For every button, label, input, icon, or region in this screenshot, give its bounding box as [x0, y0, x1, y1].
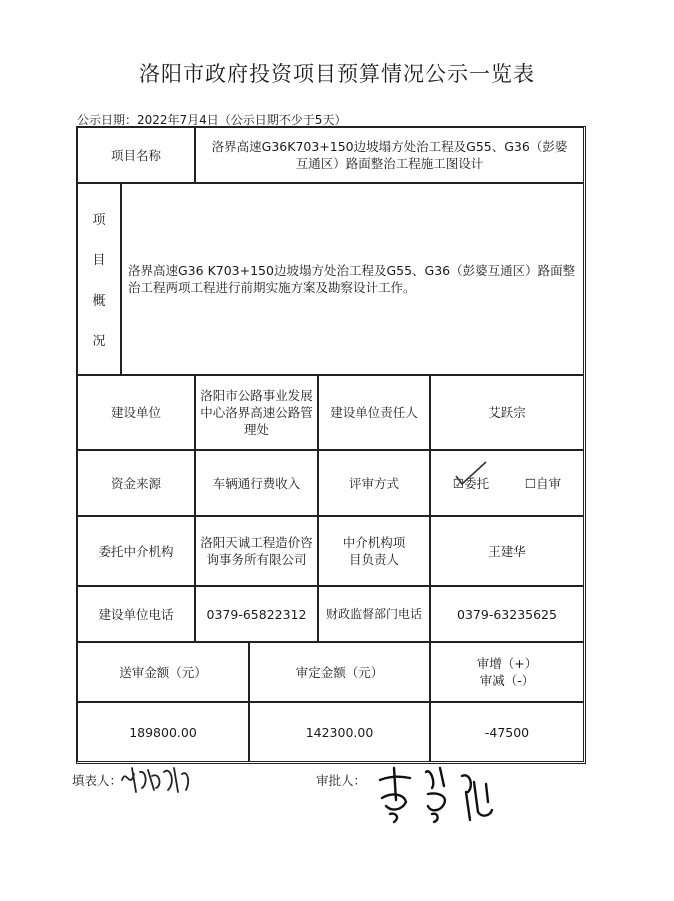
option-self-review	[525, 475, 561, 492]
overview-value: 洛界高速G36 K703+150边坡塌方处治工程及G55、G36（彭婆互通区）路面整治工程两项工程进行前期实施方案及勘察设计工作。	[121, 183, 584, 375]
build-unit-responsible-label: 建设单位责任人	[318, 375, 430, 450]
overview-label	[77, 183, 121, 375]
agent-lead-label: 中介机构项目负责人	[318, 516, 430, 586]
build-unit-value: 洛阳市公路事业发展中心洛界高速公路管理处	[195, 375, 318, 450]
option-entrust-label: 委托	[464, 475, 490, 491]
build-unit-phone-label: 建设单位电话	[77, 586, 195, 642]
publication-date: 公示日期：2022年7月4日（公示日期不少于5天）	[77, 113, 347, 127]
overview-char-3: 概	[92, 293, 106, 309]
build-unit-responsible-value: 艾跃宗	[430, 375, 584, 450]
submitted-amount-value: 189800.00	[77, 702, 249, 762]
option-self-review-label: 自审	[536, 475, 562, 491]
decrease-label: 审减（-）	[479, 673, 535, 688]
project-name-label: 项目名称	[77, 127, 195, 183]
approved-amount-header: 审定金额（元）	[249, 642, 430, 702]
approver-label: 审批人：	[316, 773, 367, 788]
approved-amount-value: 142300.00	[249, 702, 430, 762]
build-unit-label: 建设单位	[77, 375, 195, 450]
project-name-value: 洛界高速G36K703+150边坡塌方处治工程及G55、G36（彭婆互通区）路面整治工程施工图设计	[195, 127, 584, 183]
agent-value: 洛阳天诚工程造价咨询事务所有限公司	[195, 516, 318, 586]
filler-label: 填表人：	[72, 773, 123, 788]
page-title: 洛阳市政府投资项目预算情况公示一览表	[139, 62, 535, 86]
overview-char-1: 项	[92, 212, 106, 228]
filler-signature	[118, 762, 198, 796]
fund-source-label: 资金来源	[77, 450, 195, 516]
increase-label: 审增（+）	[476, 656, 538, 671]
overview-char-4: 况	[92, 334, 106, 350]
approver-signature	[370, 762, 500, 828]
diff-amount-header	[430, 642, 584, 702]
finance-dept-phone-value: 0379-63235625	[430, 586, 584, 642]
finance-dept-phone-label: 财政监督部门电话	[318, 586, 430, 642]
diff-amount-value: -47500	[430, 702, 584, 762]
checked-box-icon: ☑	[452, 475, 465, 491]
agent-lead-value: 王建华	[430, 516, 584, 586]
agent-label: 委托中介机构	[77, 516, 195, 586]
overview-char-2: 目	[92, 253, 106, 269]
fund-source-value: 车辆通行费收入	[195, 450, 318, 516]
empty-box-icon: ☐	[524, 475, 537, 491]
build-unit-phone-value: 0379-65822312	[195, 586, 318, 642]
checkmark-stroke-icon	[452, 460, 492, 488]
review-method-label: 评审方式	[318, 450, 430, 516]
submitted-amount-header: 送审金额（元）	[77, 642, 249, 702]
